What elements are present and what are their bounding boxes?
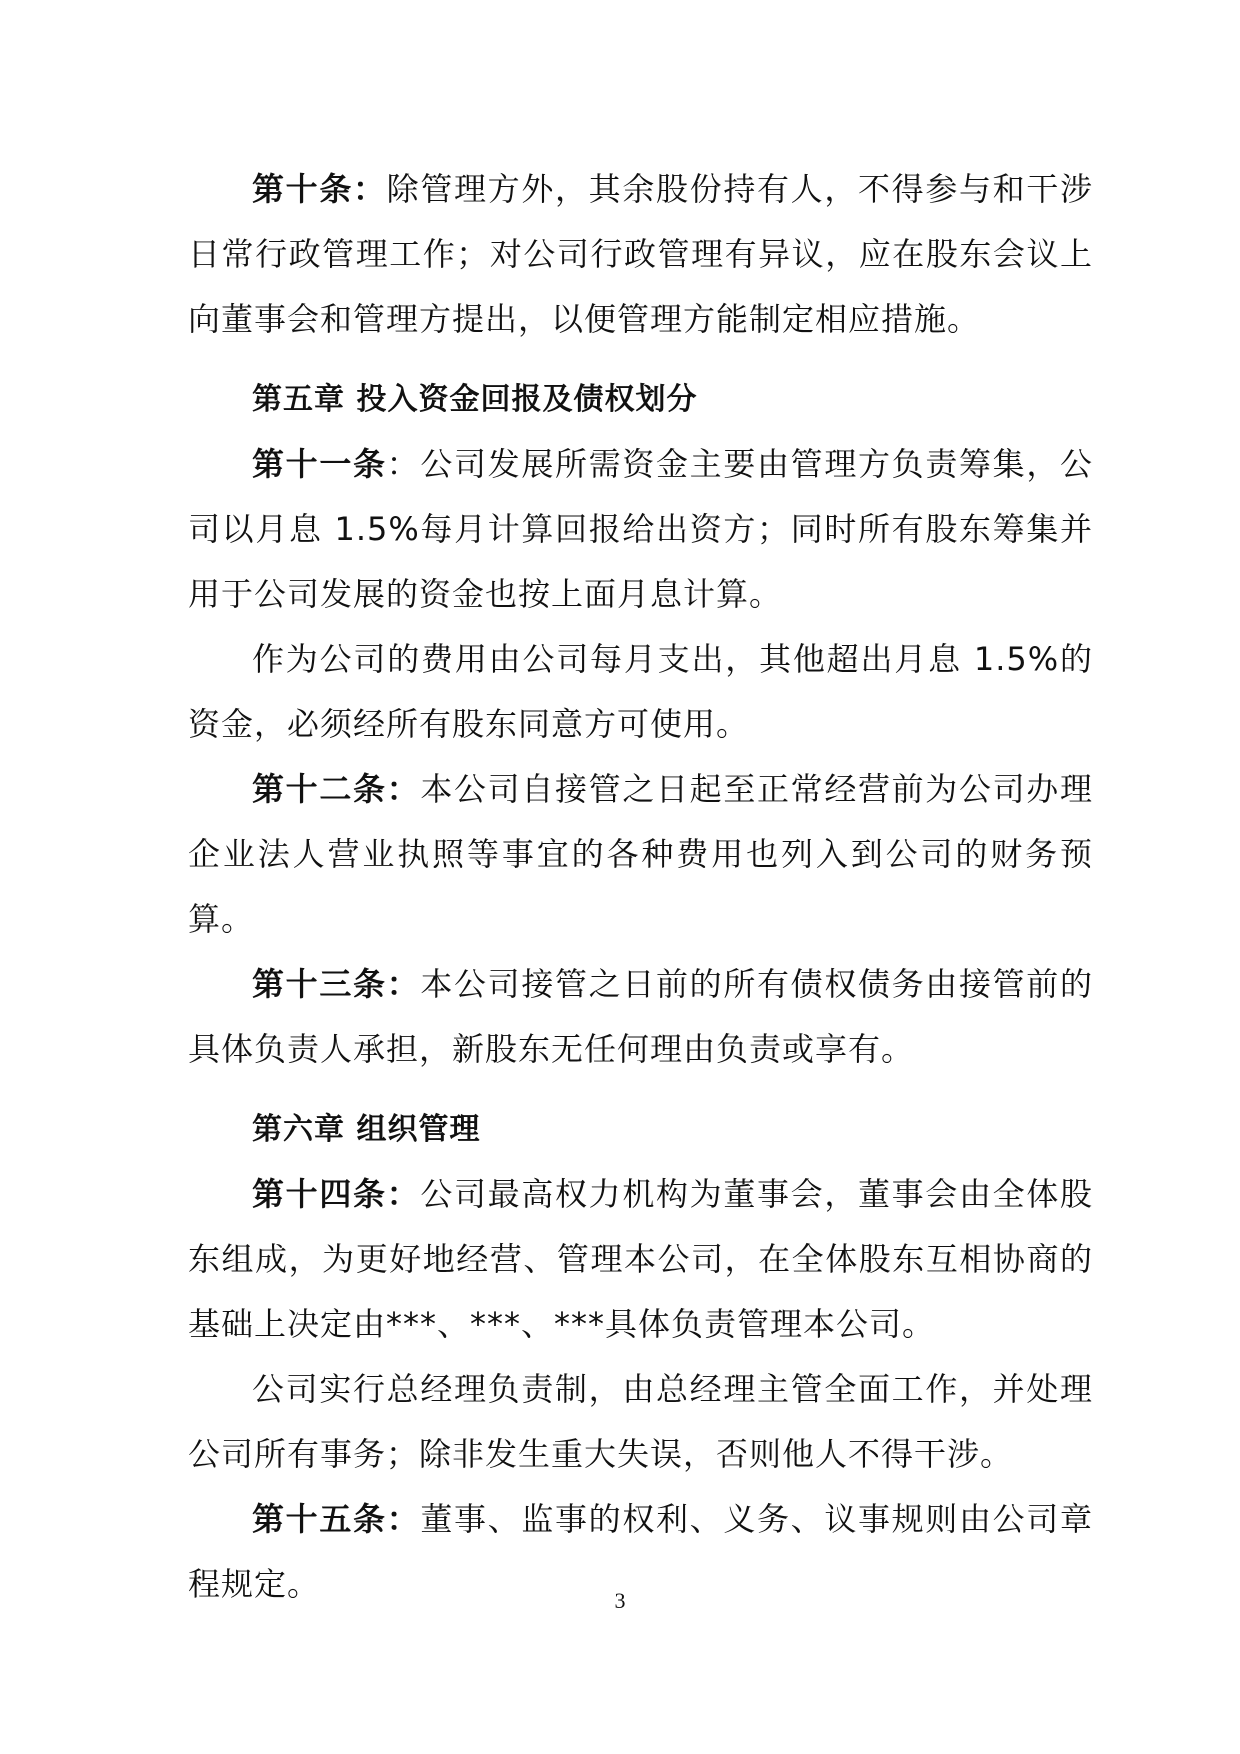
article-10-label: 第十条：: [252, 170, 387, 208]
article-12-text: 本公司自接管之日起至正常经营前为公司办理企业法人营业执照等事宜的各种费用也列入到公司的财务预算。: [188, 770, 1093, 938]
article-13-text: 本公司接管之日前的所有债权债务由接管前的具体负责人承担，新股东无任何理由负责或享有。: [188, 965, 1093, 1068]
article-15-text: 董事、监事的权利、义务、议事规则由公司章程规定。: [188, 1500, 1093, 1603]
article-14: [188, 1162, 1093, 1357]
article-11-label: 第十一条: [252, 445, 387, 483]
article-11-paragraph-2: [188, 627, 1093, 757]
article-11: [188, 432, 1093, 627]
document-body: [188, 157, 1093, 1617]
article-10: [188, 157, 1093, 352]
chapter-5-heading: 第五章 投入资金回报及债权划分: [252, 382, 698, 417]
article-13-label: 第十三条：: [252, 965, 421, 1003]
article-14-paragraph-2-text: 公司实行总经理负责制，由总经理主管全面工作，并处理公司所有事务；除非发生重大失误，否则他人不得干涉。: [188, 1370, 1093, 1473]
article-14-paragraph-2: [188, 1357, 1093, 1487]
article-14-text: 公司最高权力机构为董事会，董事会由全体股东组成，为更好地经营、管理本公司，在全体股东互相协商的基础上决定由***、***、***具体负责管理本公司。: [188, 1175, 1093, 1343]
article-11-text: ：公司发展所需资金主要由管理方负责筹集，公司以月息 1.5%每月计算回报给出资方；同时所有股东筹集并用于公司发展的资金也按上面月息计算。: [188, 445, 1093, 613]
article-12-label: 第十二条：: [252, 770, 421, 808]
article-10-text: 除管理方外，其余股份持有人，不得参与和干涉日常行政管理工作；对公司行政管理有异议，应在股东会议上向董事会和管理方提出，以便管理方能制定相应措施。: [188, 170, 1093, 338]
page-number: 3: [614, 1588, 626, 1613]
article-15-label: 第十五条：: [252, 1500, 421, 1538]
article-12: [188, 757, 1093, 952]
chapter-6-heading: 第六章 组织管理: [252, 1112, 481, 1147]
article-13: [188, 952, 1093, 1082]
article-11-paragraph-2-text: 作为公司的费用由公司每月支出，其他超出月息 1.5%的资金，必须经所有股东同意方可使用。: [188, 640, 1093, 743]
article-14-label: 第十四条：: [252, 1175, 421, 1213]
